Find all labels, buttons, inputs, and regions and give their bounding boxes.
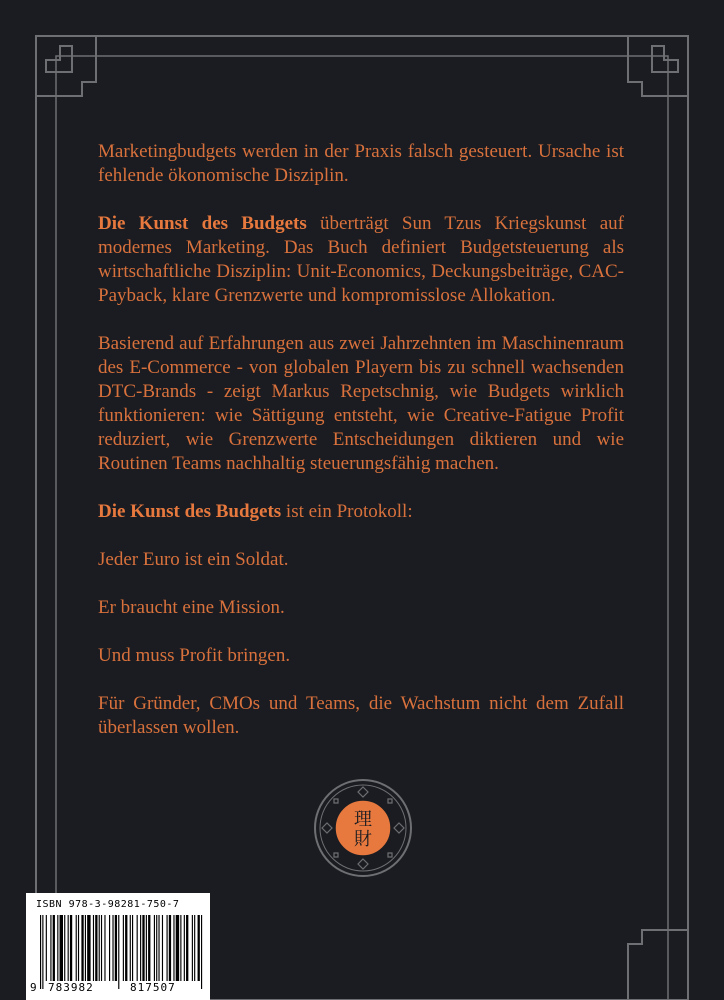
barcode-bar — [184, 915, 185, 981]
barcode-bar — [192, 915, 193, 981]
barcode-bar — [64, 915, 65, 981]
blurb-paragraph-4 — [98, 500, 624, 524]
blurb-paragraph-7: Und muss Profit bringen. — [98, 645, 291, 666]
barcode-bar — [137, 915, 138, 981]
coin-seal-icon — [313, 778, 413, 878]
barcode-bar — [40, 915, 41, 989]
barcode-bar — [95, 915, 97, 981]
barcode-right-digits: 817507 — [130, 981, 176, 994]
barcode-bar — [148, 915, 150, 981]
back-cover-blurb — [98, 140, 624, 764]
barcode-bar — [101, 915, 102, 981]
barcode-bar — [123, 915, 124, 981]
seal-character-1: 理 — [354, 809, 372, 830]
barcode-bar — [109, 915, 110, 981]
barcode-bar — [118, 915, 119, 989]
barcode-bar — [140, 915, 141, 981]
barcode-bar — [169, 915, 171, 981]
barcode-bar — [162, 915, 163, 981]
blurb-paragraph-3: Basierend auf Erfahrungen aus zwei Jahrzehnten im Maschinenraum des E-Commerce - von globalen Playern bis zu schnell wachsenden DTC-Brands - zeigt Markus Repetschnig, wie Budgets wirklich funktionieren: wie Sättigung entsteht, wie Creative-Fatigue Profit reduziert, wie Grenzwerte Entscheidungen diktieren und wie Routinen Teams nachhaltig steuerungsfähig machen. — [98, 333, 624, 474]
barcode-bar — [198, 915, 200, 981]
barcode-bar — [99, 915, 100, 981]
barcode-bar — [125, 915, 127, 981]
book-title-bold: Die Kunst des Budgets — [98, 213, 307, 234]
barcode-bar — [60, 915, 63, 981]
blurb-paragraph-2-text: überträgt Sun Tzus Kriegskunst auf modernes Marketing. Das Buch definiert Budgetsteuerung als wirtschaftliche Disziplin: Unit-Economics, Deckungsbeiträge, CAC-Payback, klare Grenzwerte und kompromisslose Allokation. — [98, 213, 624, 306]
barcode-bar — [201, 915, 202, 989]
isbn-barcode — [26, 893, 210, 1000]
book-title-bold: Die Kunst des Budgets — [98, 501, 282, 522]
barcode-bar — [87, 915, 90, 981]
barcode-bar — [50, 915, 51, 981]
barcode-left-digits: 783982 — [48, 981, 94, 994]
barcode-bar — [78, 915, 79, 981]
barcode-bar — [93, 915, 94, 981]
barcode-bar — [194, 915, 195, 981]
barcode-bar — [176, 915, 179, 981]
barcode-bar — [76, 915, 77, 981]
barcode-bar — [70, 915, 72, 981]
blurb-paragraph-1: Marketingbudgets werden in der Praxis falsch gesteuert. Ursache ist fehlende ökonomische Disziplin. — [98, 141, 624, 186]
barcode-bar — [115, 915, 117, 981]
barcode-bar — [42, 915, 43, 989]
barcode-bar — [46, 915, 47, 981]
barcode-bar — [132, 915, 133, 981]
isbn-label: ISBN 978-3-98281-750-7 — [36, 899, 180, 910]
barcode-bar — [85, 915, 86, 981]
barcode-bar — [154, 915, 155, 981]
barcode-bar — [53, 915, 55, 981]
barcode-bar — [68, 915, 69, 981]
barcode-bar — [158, 915, 159, 981]
barcode-bar — [173, 915, 174, 981]
blurb-paragraph-6: Er braucht eine Mission. — [98, 597, 285, 618]
barcode-bar — [112, 915, 113, 981]
barcode-bar — [167, 915, 168, 981]
barcode-bar — [146, 915, 147, 981]
barcode-bar — [104, 915, 105, 981]
barcode-bar — [81, 915, 83, 981]
barcode-lead-digit: 9 — [30, 981, 38, 994]
blurb-paragraph-8: Für Gründer, CMOs und Teams, die Wachstum nicht dem Zufall überlassen wollen. — [98, 693, 624, 738]
barcode-bar — [57, 915, 58, 981]
barcode-bar — [180, 915, 181, 981]
barcode-bar — [130, 915, 131, 981]
seal-character-2: 財 — [354, 829, 372, 850]
barcode-bar — [156, 915, 157, 981]
barcode-bar — [142, 915, 144, 981]
blurb-paragraph-5: Jeder Euro ist ein Soldat. — [98, 549, 289, 570]
blurb-paragraph-2 — [98, 212, 624, 308]
blurb-paragraph-4-text: ist ein Protokoll: — [281, 501, 413, 522]
barcode-bar — [186, 915, 188, 981]
